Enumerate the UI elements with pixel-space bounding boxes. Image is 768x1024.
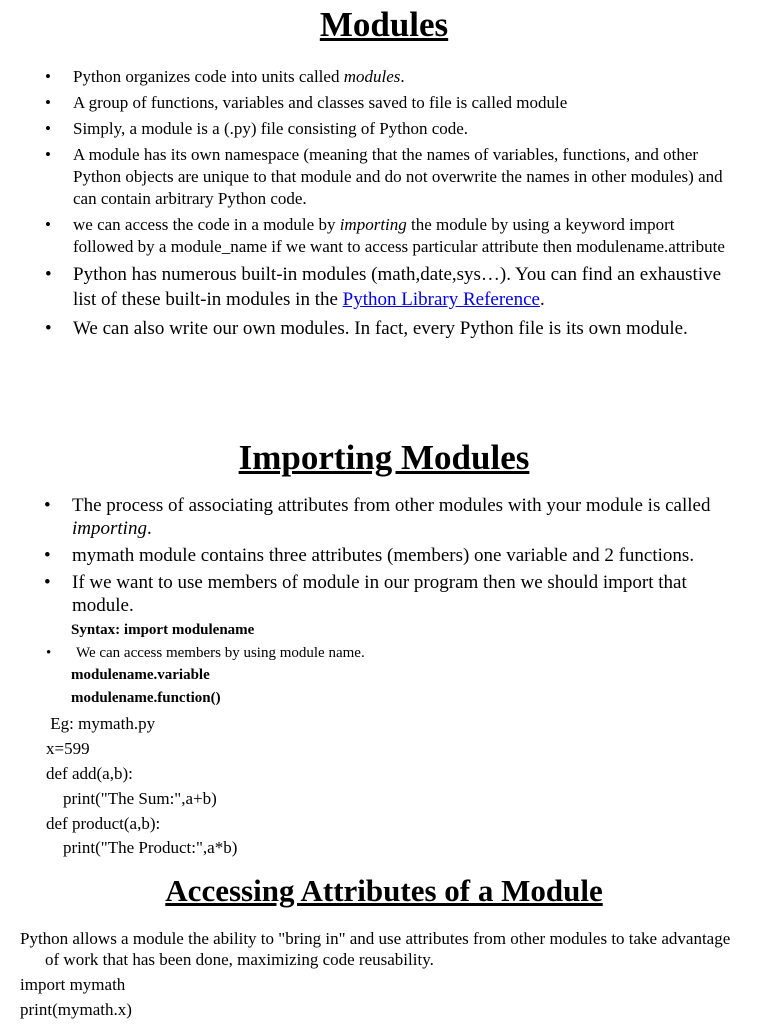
accessing-attributes-heading: Accessing Attributes of a Module [165,873,603,908]
list-item: • A group of functions, variables and classes saved to file is called module [73,92,733,114]
list-item [73,66,733,88]
emphasis-text: modules [343,67,401,86]
modules-bullet-list [73,66,733,345]
importing-modules-heading: Importing Modules [238,438,530,477]
bullet-text: Python has numerous built-in modules (math,date,sys…). You can find an exhaustive list of these built-in modules in the [73,264,722,310]
example-label: Eg: mymath.py [46,714,156,733]
bullet-dot: • [46,645,52,661]
list-item: • If we want to use members of module in our program then we should import that module. [72,571,737,617]
member-variable-syntax: modulename.variable [71,667,210,683]
bullet-text: Python organizes code into units called [73,67,344,86]
code-line: print("The Sum:",a+b) [46,789,217,808]
list-item [46,645,365,662]
list-item [73,214,733,258]
syntax-line: Syntax: import modulename [71,622,255,638]
list-item [72,494,737,540]
emphasis-text: importing [72,518,147,539]
bullet-text: We can access members by using module name. [76,645,365,661]
code-line: def add(a,b): [46,764,133,783]
importing-bullet-list [72,494,737,621]
list-item: • Simply, a module is a (.py) file consisting of Python code. [73,118,733,140]
list-item: • mymath module contains three attributes (members) one variable and 2 functions. [72,544,737,567]
bullet-text: The process of associating attributes from other modules with your module is called [72,495,711,516]
bullet-text: . [400,67,405,86]
code-line: print(mymath.x) [20,1000,132,1019]
member-function-syntax: modulename.function() [71,690,221,706]
description-paragraph: Python allows a module the ability to "bring in" and use attributes from other modules to take advantage of work that has been done, maximizing code reusability. [20,929,731,969]
code-line: x=599 [46,739,90,758]
code-line: print("The Product:",a*b) [46,838,238,857]
list-item: • We can also write our own modules. In fact, every Python file is its own module. [73,316,733,341]
modules-heading: Modules [319,5,449,44]
bullet-text: . [146,518,152,539]
python-library-reference-link[interactable]: Python Library Reference [342,289,540,310]
code-line: def product(a,b): [46,814,161,833]
bullet-text: we can access the code in a module by [73,215,340,234]
list-item [73,262,733,312]
list-item: • A module has its own namespace (meaning that the names of variables, functions, and other Python objects are unique to that module and do not overwrite the names in other modules) and can contain arbitrary Python code. [73,144,733,210]
code-line: import mymath [20,975,126,994]
bullet-text: the module by using a keyword import followed by a module_name if we want to access particular attribute then modulename.attribute [73,215,725,256]
emphasis-text: importing [339,215,407,234]
bullet-text: . [539,289,545,310]
